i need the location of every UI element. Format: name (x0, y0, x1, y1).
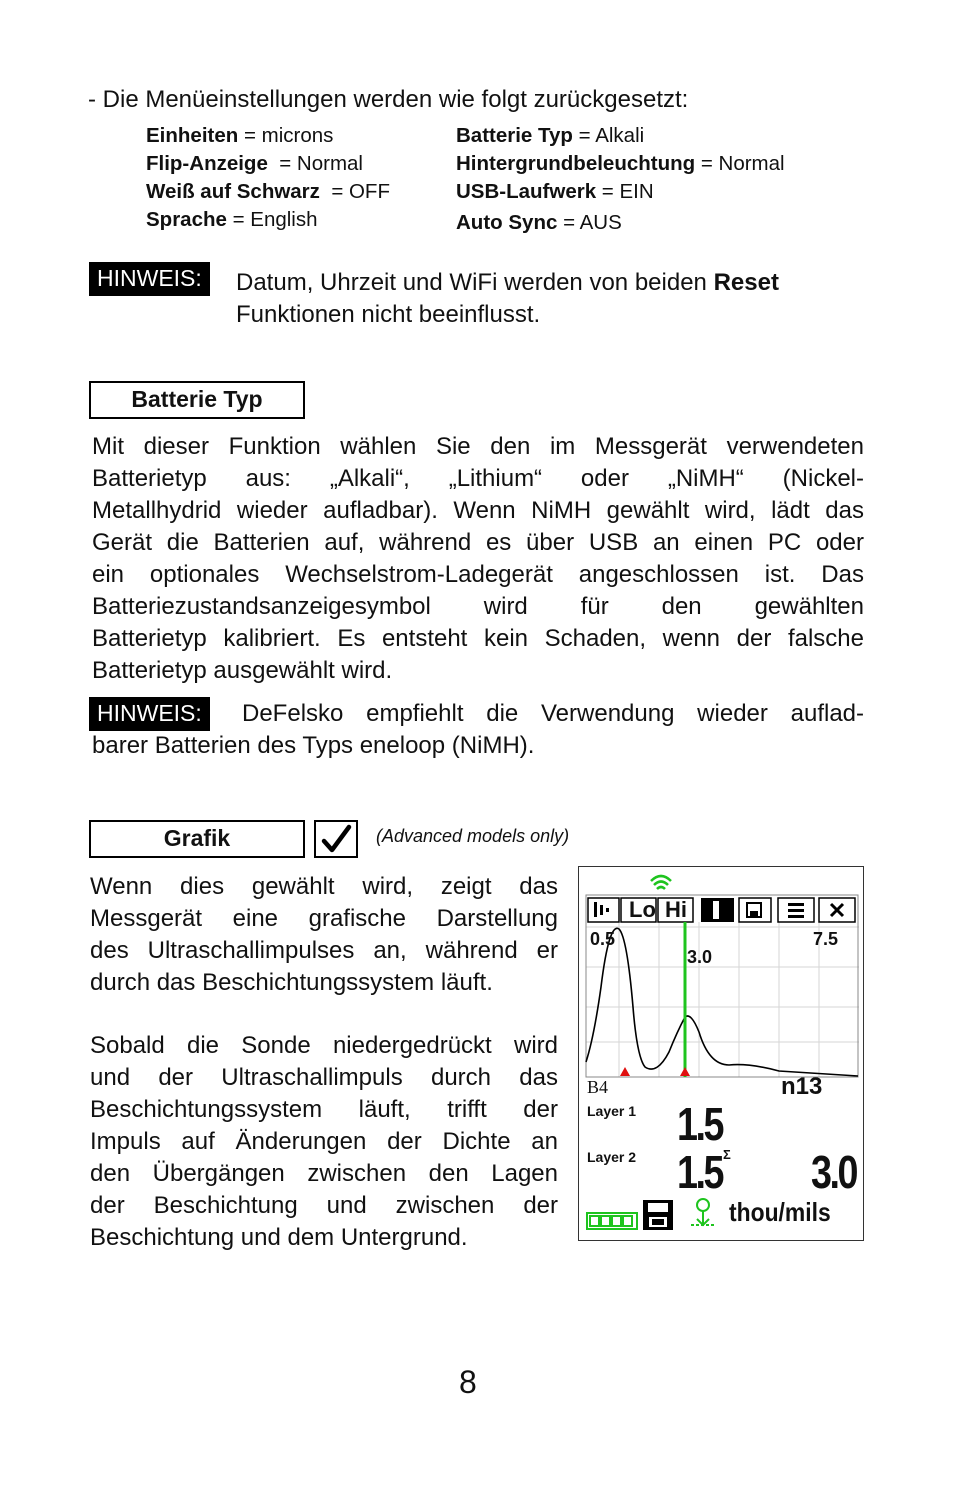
checkmark-glyph (316, 822, 356, 856)
grafik-paragraph-2 (90, 1030, 558, 1254)
layer2-label: Layer 2 (587, 1149, 637, 1165)
setting-row (146, 122, 390, 150)
settings-right-column (456, 122, 785, 237)
marker-icon (620, 1067, 630, 1076)
paragraph-line: ein optionales Wechselstrom-Ladegerät angeschlossen ist. Das (92, 561, 864, 588)
paragraph-line: durch das Beschichtungssystem läuft. (90, 969, 493, 996)
section-heading-grafik: Grafik (89, 820, 305, 858)
paragraph-line: Batteriezustandsanzeigesymbol wird für den gewählten (92, 593, 864, 620)
setting-row (146, 206, 390, 234)
layer1-value: 1.5 (677, 1098, 723, 1150)
setting-value: = Alkali (572, 124, 645, 147)
setting-value: = OFF (319, 180, 390, 203)
settings-left-column (146, 122, 390, 234)
setting-row (456, 150, 785, 178)
setting-row (146, 178, 390, 206)
paragraph-line: den Übergängen zwischen den Lagen (90, 1160, 558, 1187)
layer2-value: 1.5 (677, 1146, 723, 1198)
paragraph-line: Mit dieser Funktion wählen Sie den im Messgerät verwendeten (92, 433, 864, 460)
wifi-icon (651, 876, 671, 889)
grafik-paragraph-1 (90, 871, 558, 999)
paragraph-line: Beschichtung und dem Untergrund. (90, 1224, 468, 1251)
setting-key: Weiß auf Schwarz (146, 180, 320, 203)
device-screen-image (578, 866, 864, 1241)
note-badge: HINWEIS: (89, 697, 210, 731)
paragraph-line: und der Ultraschallimpuls durch das (90, 1064, 558, 1091)
paragraph-line: der Beschichtung und zwischen der (90, 1192, 558, 1219)
reading-count: n13 (781, 1073, 823, 1100)
checkmark-icon (314, 820, 358, 858)
setting-row (456, 209, 785, 237)
probe-icon (691, 1199, 715, 1225)
setting-key: Hintergrundbeleuchtung (456, 152, 696, 175)
setting-value: = Normal (267, 152, 363, 175)
memory-icon (643, 1200, 673, 1230)
sigma-symbol: Σ (723, 1147, 731, 1162)
note-text-line: Funktionen nicht beeinflusst. (236, 301, 541, 328)
page-number: 8 (459, 1364, 477, 1400)
setting-value: = EIN (596, 180, 654, 203)
hi-label: Hi (665, 897, 687, 922)
paragraph-line: Batterietyp kalibriert. Es entsteht kein Schaden, wenn der falsche (92, 625, 864, 652)
marker-icon (680, 1067, 690, 1076)
paragraph-line: des Ultraschallimpulses an, während er (90, 937, 558, 964)
setting-value: = Normal (695, 152, 785, 175)
setting-key: Einheiten (146, 124, 239, 147)
paragraph-line: Impuls auf Änderungen der Dichte an (90, 1128, 558, 1155)
cursor-value: 3.0 (687, 947, 713, 967)
battery-icon (587, 1213, 637, 1229)
paragraph-line: Gerät die Batterien auf, während es über USB an einen PC oder (92, 529, 864, 556)
setting-row (456, 178, 785, 206)
paragraph-line: Batterietyp aus: „Alkali“, „Lithium“ oder „NiMH“ (Nickel- (92, 465, 864, 492)
paragraph-line: Batterietyp ausgewählt wird. (92, 657, 393, 684)
setting-value: = English (226, 208, 318, 231)
battery-paragraph (92, 431, 864, 687)
waveform (586, 928, 858, 1076)
range-high-value: 7.5 (813, 929, 839, 949)
setting-key: Batterie Typ (456, 124, 573, 147)
note-text-part: Datum, Uhrzeit und WiFi werden von beiden (236, 269, 714, 296)
total-value: 3.0 (811, 1146, 857, 1198)
note-text-line: barer Batterien des Typs eneloop (NiMH). (92, 732, 535, 759)
setting-value: = AUS (557, 211, 622, 234)
setting-key: Flip-Anzeige (146, 152, 268, 175)
layer1-label: Layer 1 (587, 1103, 637, 1119)
setting-row (456, 122, 785, 150)
setting-key: Sprache (146, 208, 227, 231)
paragraph-line: Messgerät eine grafische Darstellung (90, 905, 558, 932)
paragraph-line: Metallhydrid wieder aufladbar). Wenn NiMH gewählt wird, lädt das (92, 497, 864, 524)
setting-key: Auto Sync (456, 211, 558, 234)
paragraph-line: Beschichtungssystem läuft, trifft der (90, 1096, 558, 1123)
peak-icon (588, 898, 619, 922)
intro-text: - Die Menüeinstellungen werden wie folgt zurückgesetzt: (88, 86, 689, 113)
block-label: B4 (587, 1077, 609, 1097)
range-low-value: 0.5 (590, 929, 616, 949)
setting-key: USB-Laufwerk (456, 180, 597, 203)
note-badge: HINWEIS: (89, 262, 210, 296)
setting-row (146, 150, 390, 178)
setting-value: = microns (238, 124, 334, 147)
advanced-models-note: (Advanced models only) (376, 826, 570, 846)
note-text-line: DeFelsko empfiehlt die Verwendung wieder auflad- (242, 700, 864, 727)
save-icon (739, 898, 771, 922)
section-heading-battery: Batterie Typ (89, 381, 305, 419)
paragraph-line: Wenn dies gewählt wird, zeigt das (90, 873, 558, 900)
lo-label: Lo (629, 897, 656, 922)
note-text-bold: Reset (713, 269, 779, 296)
note-text (236, 267, 779, 331)
units-label: thou/mils (729, 1197, 831, 1227)
note2-line1-wrap (242, 698, 864, 730)
paragraph-line: Sobald die Sonde niedergedrückt wird (90, 1032, 558, 1059)
